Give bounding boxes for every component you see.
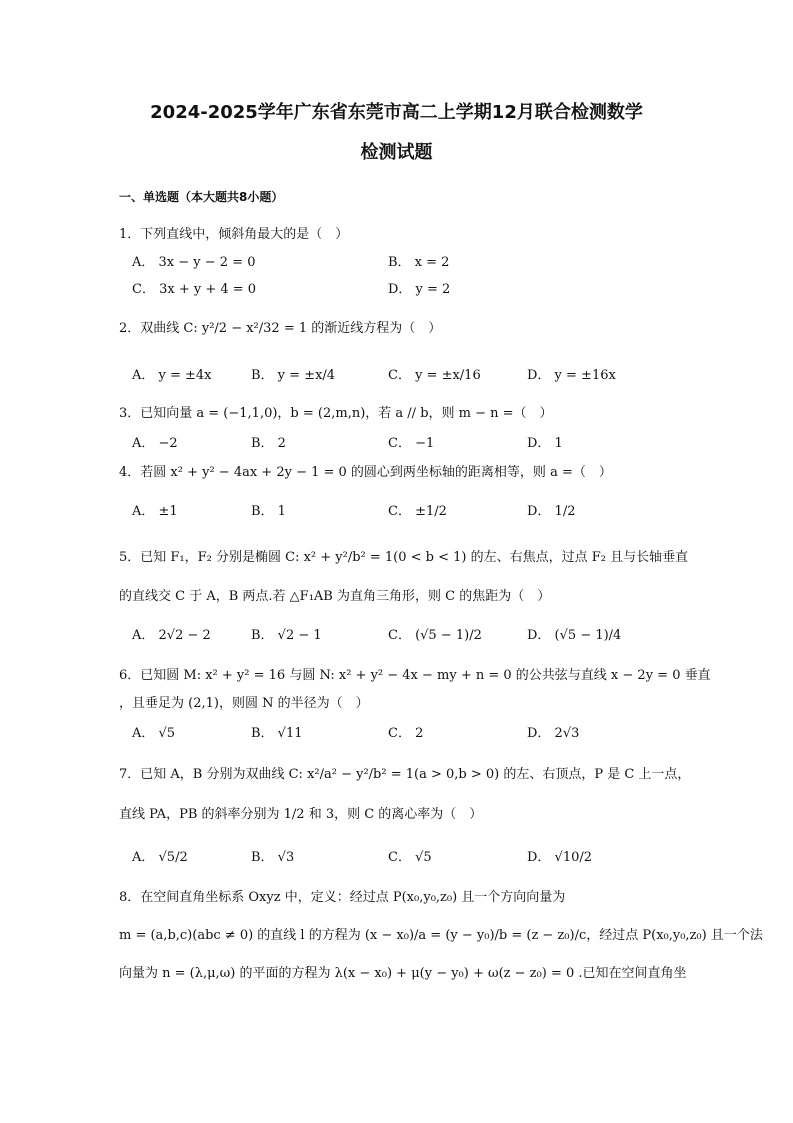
question-1-option-a: A． 3x − y − 2 = 0	[132, 255, 256, 270]
question-4-option-a: A． ±1	[132, 504, 178, 519]
question-2-stem: 2．双曲线 C: y²/2 − x²/32 = 1 的渐近线方程为（ ）	[119, 321, 442, 336]
section-heading: 一、单选题（本大题共8小题）	[119, 190, 284, 204]
question-5-option-a: A． 2√2 − 2	[132, 628, 211, 643]
question-6-option-b: B． √11	[251, 726, 303, 741]
question-2-option-a: A． y = ±4x	[132, 368, 212, 383]
question-1-stem: 1．下列直线中，倾斜角最大的是（ ）	[119, 227, 349, 242]
question-1-option-c: C． 3x + y + 4 = 0	[132, 282, 257, 297]
question-3-option-b: B． 2	[251, 436, 286, 451]
question-3-option-a: A． −2	[132, 436, 178, 451]
question-7-option-b: B． √3	[251, 850, 295, 865]
question-4-stem: 4．若圆 x² + y² − 4ax + 2y − 1 = 0 的圆心到两坐标轴的距离相等，则 a =（ ）	[119, 465, 612, 480]
question-8-stem-line1: 8．在空间直角坐标系 Oxyz 中，定义：经过点 P(x₀,y₀,z₀) 且一个方向向量为	[119, 890, 566, 905]
question-4-option-b: B． 1	[251, 504, 286, 519]
question-1-option-d: D． y = 2	[388, 282, 451, 297]
question-7-stem-line1: 7．已知 A，B 分别为双曲线 C: x²/a² − y²/b² = 1(a > 0,b > 0) 的左、右顶点，P 是 C 上一点，	[119, 767, 691, 782]
question-7-option-c: C． √5	[388, 850, 432, 865]
question-5-option-d: D． (√5 − 1)/4	[527, 628, 622, 643]
question-2-option-d: D． y = ±16x	[527, 368, 616, 383]
question-5-option-c: C． (√5 − 1)/2	[388, 628, 482, 643]
question-6-stem-line1: 6．已知圆 M: x² + y² = 16 与圆 N: x² + y² − 4x − my + n = 0 的公共弦与直线 x − 2y = 0 垂直	[119, 668, 711, 683]
question-7-option-d: D． √10/2	[527, 850, 593, 865]
question-1-option-b: B． x = 2	[388, 255, 450, 270]
question-8-stem-line2: m = (a,b,c)(abc ≠ 0) 的直线 l 的方程为 (x − x₀)/a = (y − y₀)/b = (z − z₀)/c，经过点 P(x₀,y₀,z₀) 且一个法	[119, 928, 763, 943]
doc-title-line1: 2024-2025学年广东省东莞市高二上学期12月联合检测数学	[150, 102, 643, 123]
question-4-option-d: D． 1/2	[527, 504, 576, 519]
question-8-stem-line3: 向量为 n = (λ,μ,ω) 的平面的方程为 λ(x − x₀) + μ(y − y₀) + ω(z − z₀) = 0 .已知在空间直角坐	[119, 966, 687, 981]
question-6-option-c: C． 2	[388, 726, 424, 741]
question-2-option-b: B． y = ±x/4	[251, 368, 336, 383]
question-4-option-c: C． ±1/2	[388, 504, 447, 519]
doc-title-line2: 检测试题	[360, 142, 433, 163]
question-7-stem-line2: 直线 PA，PB 的斜率分别为 1/2 和 3，则 C 的离心率为（ ）	[119, 807, 483, 822]
question-5-option-b: B． √2 − 1	[251, 628, 322, 643]
question-5-stem-line1: 5．已知 F₁，F₂ 分别是椭圆 C: x² + y²/b² = 1(0 < b < 1) 的左、右焦点，过点 F₂ 且与长轴垂直	[119, 550, 689, 565]
question-3-option-c: C． −1	[388, 436, 435, 451]
question-6-option-d: D． 2√3	[527, 726, 580, 741]
question-3-option-d: D． 1	[527, 436, 563, 451]
question-2-option-c: C． y = ±x/16	[388, 368, 481, 383]
question-5-stem-line2: 的直线交 C 于 A，B 两点.若 △F₁AB 为直角三角形，则 C 的焦距为（ ）	[119, 589, 551, 604]
question-3-stem: 3．已知向量 a = (−1,1,0)，b = (2,m,n)，若 a // b，则 m − n =（ ）	[119, 406, 553, 421]
question-7-option-a: A． √5/2	[132, 850, 188, 865]
question-6-option-a: A． √5	[132, 726, 176, 741]
question-6-stem-line2: ，且垂足为 (2,1)，则圆 N 的半径为（ ）	[119, 696, 369, 711]
